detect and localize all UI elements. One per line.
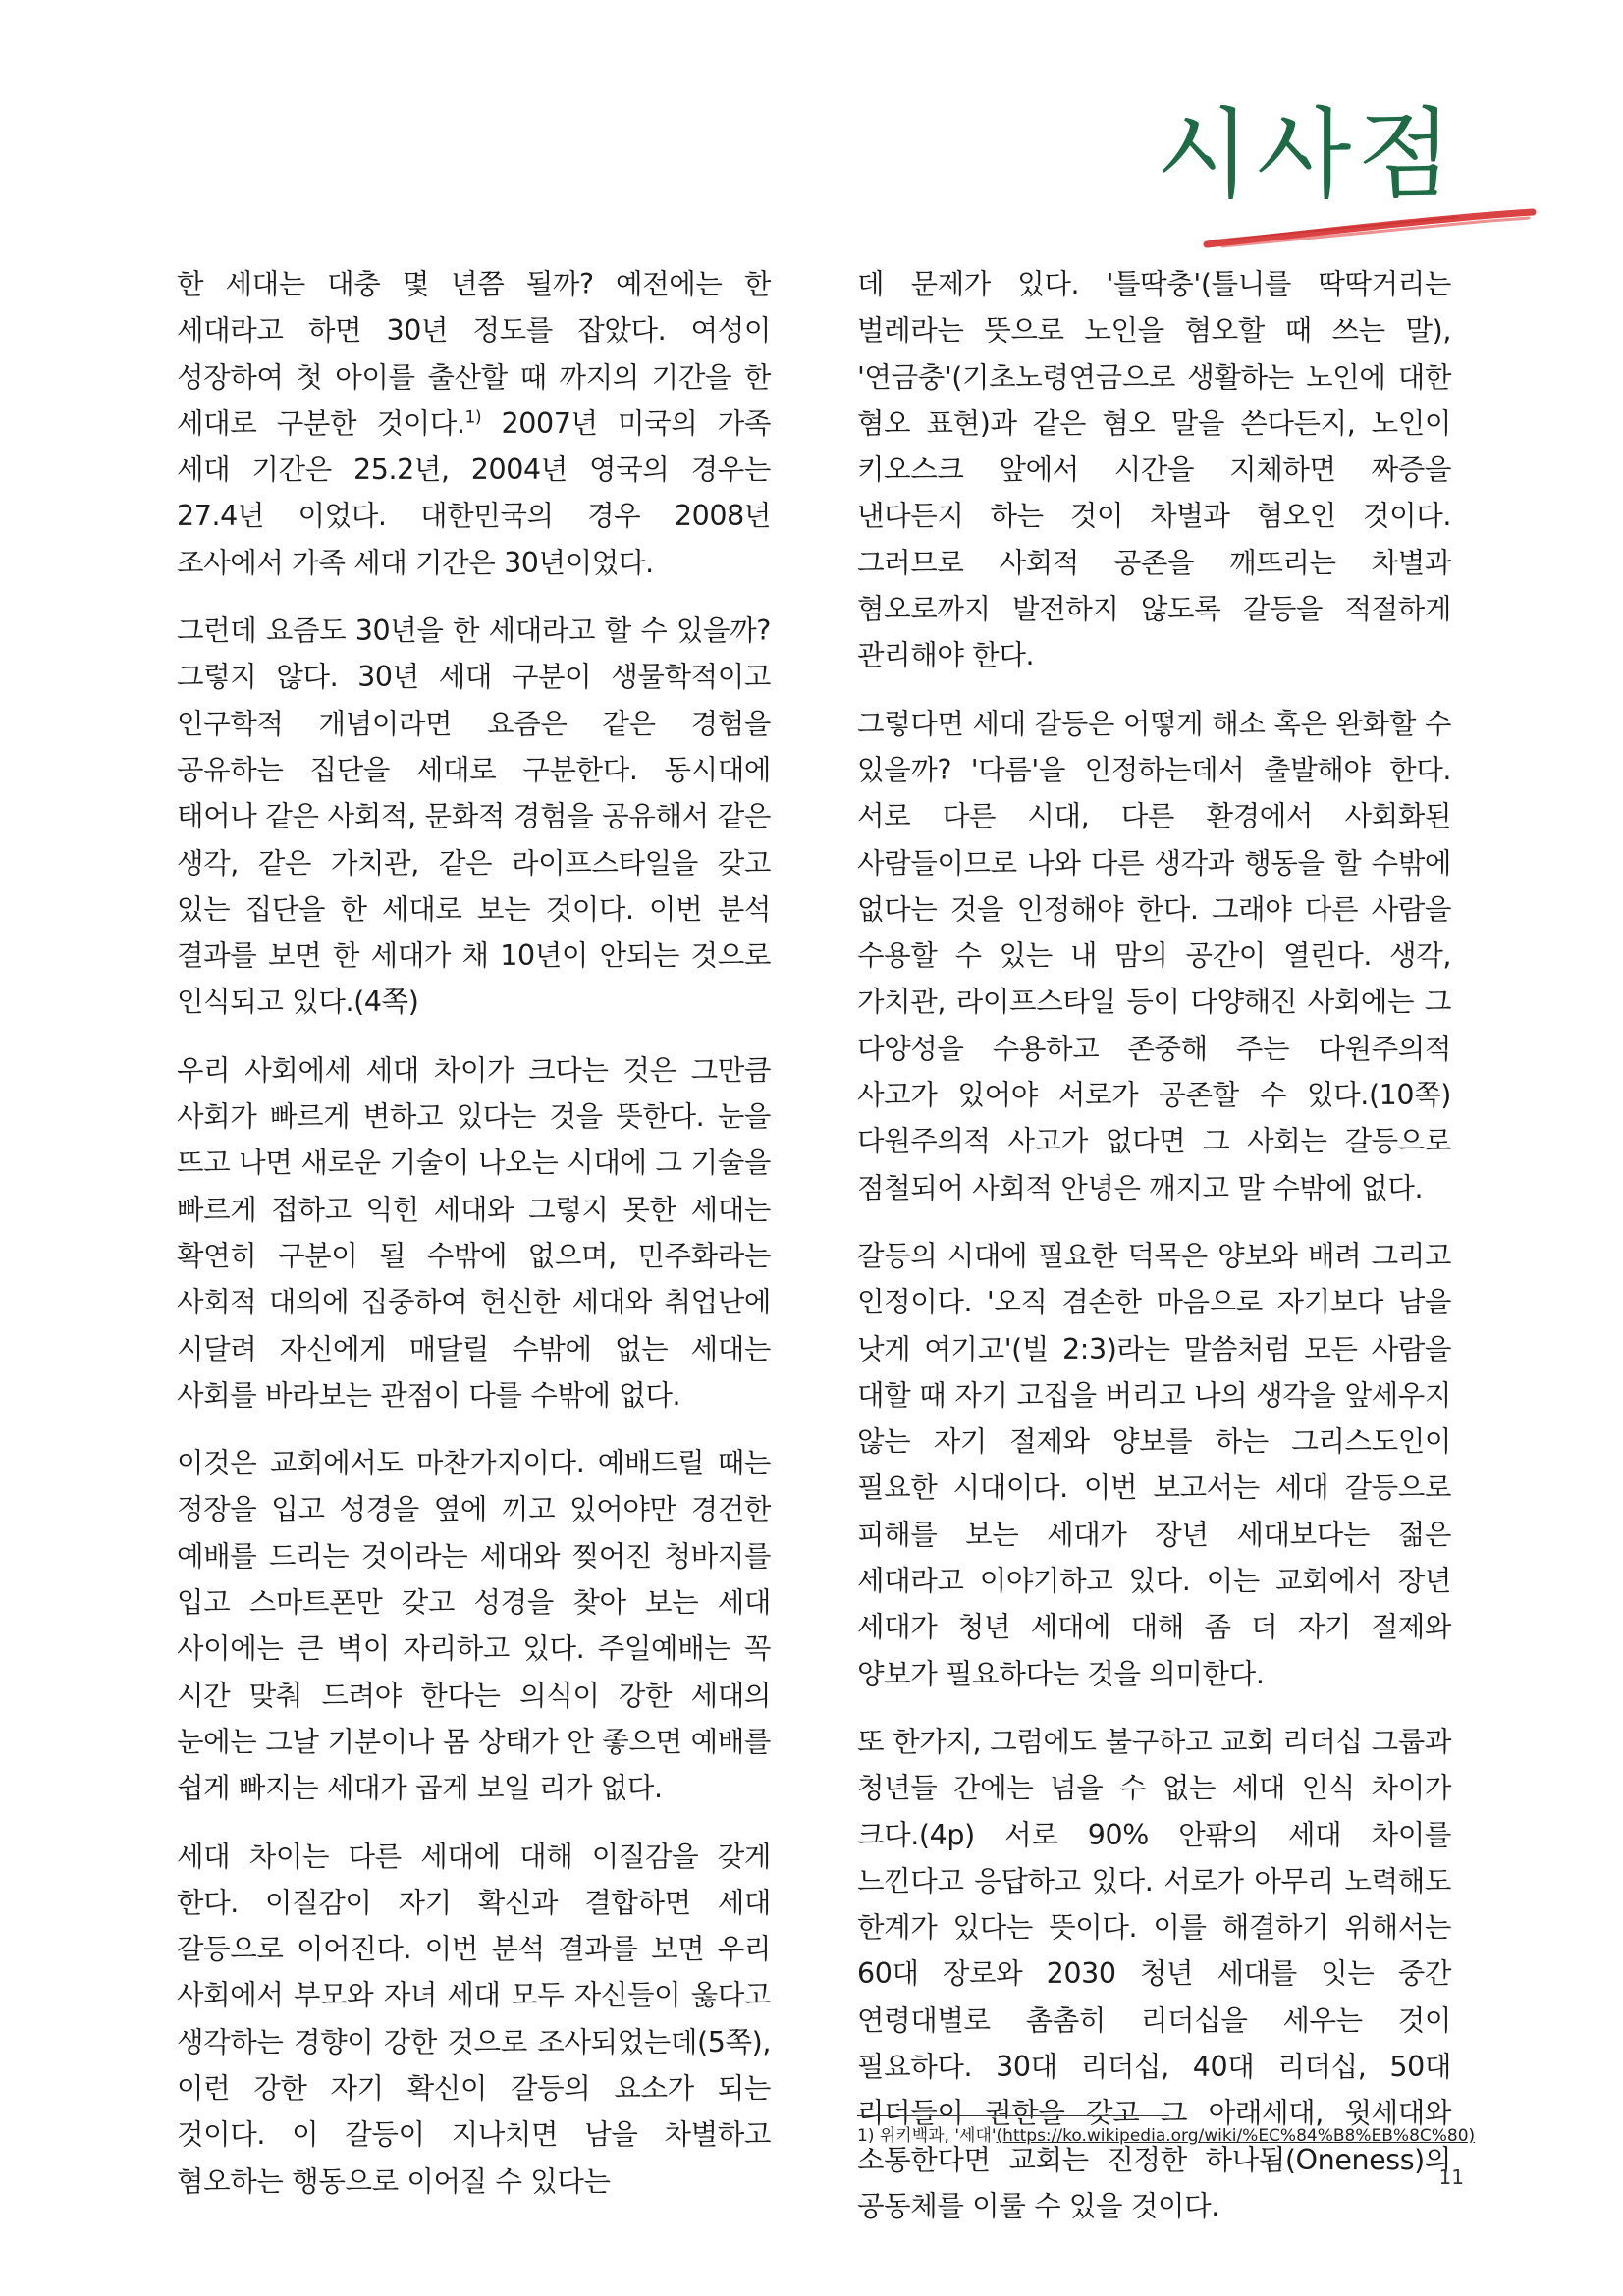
section-title: 시사점 [1156, 97, 1458, 212]
left-column [177, 261, 771, 2226]
paragraph: 데 문제가 있다. '틀딱충'(틀니를 딱딱거리는 벌레라는 뜻으로 노인을 혐오할 때 쓰는 말), '연금충'(기초노령연금으로 생활하는 노인에 대한 혐오 표현)과 같은 혐오 말을 쓴다든지, 노인이 키오스크 앞에서 시간을 지체하면 짜증을 낸다든지 하는 것이 차별과 혐오인 것이다. 그러므로 사회적 공존을 깨뜨리는 차별과 혐오로까지 발전하지 않도록 갈등을 적절하게 관리해야 한다. [857, 268, 1451, 672]
paragraph: 그렇다면 세대 갈등은 어떻게 해소 혹은 완화할 수 있을까? '다름'을 인정하는데서 출발해야 한다. 서로 다른 시대, 다른 환경에서 사회화된 사람들이므로 나와 다른 생각과 행동을 할 수밖에 없다는 것을 인정해야 한다. 그래야 다른 사람을 수용할 수 있는 내 맘의 공간이 열린다. 생각, 가치관, 라이프스타일 등이 다양해진 사회에는 그 다양성을 수용하고 존중해 주는 다원주의적 사고가 있어야 서로가 공존할 수 있다.(10쪽) 다원주의적 사고가 없다면 그 사회는 갈등으로 점철되어 사회적 안녕은 깨지고 말 수밖에 없다. [857, 707, 1451, 1204]
page-number: 11 [1438, 2165, 1464, 2189]
footnote-divider [857, 2115, 1169, 2116]
paragraph: 또 한가지, 그럼에도 불구하고 교회 리더십 그룹과 청년들 간에는 넘을 수 없는 세대 인식 차이가 크다.(4p) 서로 90% 안팎의 세대 차이를 느낀다고 응답하고 있다. 서로가 아무리 노력해도 한계가 있다는 뜻이다. 이를 해결하기 위해서는 60대 장로와 2030 청년 세대를 잇는 중간 연령대별로 촘촘히 리더십을 세우는 것이 필요하다. 30대 리더십, 40대 리더십, 50대 리더들이 권한을 갖고 그 아래세대, 윗세대와 소통한다면 교회는 진정한 하나됨(Oneness)의 공동체를 이룰 수 있을 것이다. [857, 1725, 1451, 2222]
footnote-link[interactable]: (https://ko.wikipedia.org/wiki/%EC%84%B8%EB%8C%80) [996, 2126, 1476, 2146]
footnote [857, 2123, 1486, 2149]
paragraph: 그런데 요즘도 30년을 한 세대라고 할 수 있을까? 그렇지 않다. 30년 세대 구분이 생물학적이고 인구학적 개념이라면 요즘은 같은 경험을 공유하는 집단을 세대로 구분한다. 동시대에 태어나 같은 사회적, 문화적 경험을 공유해서 같은 생각, 같은 가치관, 같은 라이프스타일을 갖고 있는 집단을 한 세대로 보는 것이다. 이번 분석 결과를 보면 한 세대가 채 10년이 안되는 것으로 인식되고 있다.(4쪽) [177, 614, 771, 1019]
paragraph: 갈등의 시대에 필요한 덕목은 양보와 배려 그리고 인정이다. '오직 겸손한 마음으로 자기보다 남을 낫게 여기고'(빌 2:3)라는 말씀처럼 모든 사람을 대할 때 자기 고집을 버리고 나의 생각을 앞세우지 않는 자기 절제와 양보를 하는 그리스도인이 필요한 시대이다. 이번 보고서는 세대 갈등으로 피해를 보는 세대가 장년 세대보다는 젊은 세대라고 이야기하고 있다. 이는 교회에서 장년 세대가 청년 세대에 대해 좀 더 자기 절제와 양보가 필요하다는 것을 의미한다. [857, 1239, 1451, 1690]
footnote-marker: 1) [857, 2126, 875, 2146]
paragraph [177, 261, 771, 586]
footnote-reference[interactable]: 1) [464, 407, 482, 428]
paragraph: 우리 사회에세 세대 차이가 크다는 것은 그만큼 사회가 빠르게 변하고 있다는 것을 뜻한다. 눈을 뜨고 나면 새로운 기술이 나오는 시대에 그 기술을 빠르게 접하고 익힌 세대와 그렇지 못한 세대는 확연히 구분이 될 수밖에 없으며, 민주화라는 사회적 대의에 집중하여 헌신한 세대와 취업난에 시달려 자신에게 매달릴 수밖에 없는 세대는 사회를 바라보는 관점이 다를 수밖에 없다. [177, 1053, 771, 1412]
footnote-label: 위키백과, '세대' [874, 2126, 997, 2146]
paragraph: 이것은 교회에서도 마찬가지이다. 예배드릴 때는 정장을 입고 성경을 옆에 끼고 있어야만 경건한 예배를 드리는 것이라는 세대와 찢어진 청바지를 입고 스마트폰만 갖고 성경을 찾아 보는 세대 사이에는 큰 벽이 자리하고 있다. 주일예배는 꼭 시간 맞춰 드려야 한다는 의식이 강한 세대의 눈에는 그날 기분이나 몸 상태가 안 좋으면 예배를 쉽게 빠지는 세대가 곱게 보일 리가 없다. [177, 1447, 771, 1805]
paragraph: 세대 차이는 다른 세대에 대해 이질감을 갖게 한다. 이질감이 자기 확신과 결합하면 세대 갈등으로 이어진다. 이번 분석 결과를 보면 우리 사회에서 부모와 자녀 세대 모두 자신들이 옳다고 생각하는 경향이 강한 것으로 조사되었는데(5쪽), 이런 강한 자기 확신이 갈등의 요소가 되는 것이다. 이 갈등이 지나치면 남을 차별하고 혐오하는 행동으로 이어질 수 있다는 [177, 1840, 771, 2198]
paragraph-text: 한 세대는 대충 몇 년쯤 될까? 예전에는 한 세대라고 하면 30년 정도를 잡았다. 여성이 성장하여 첫 아이를 출산할 때 까지의 기간을 한 세대로 구분한 것이다. [177, 268, 771, 440]
brush-stroke-decoration [1203, 201, 1537, 260]
right-column [857, 261, 1451, 2251]
paragraph-text: 2007년 미국의 가족 세대 기간은 25.2년, 2004년 영국의 경우는 27.4년 이었다. 대한민국의 경우 2008년 조사에서 가족 세대 기간은 30년이었다. [177, 406, 771, 579]
